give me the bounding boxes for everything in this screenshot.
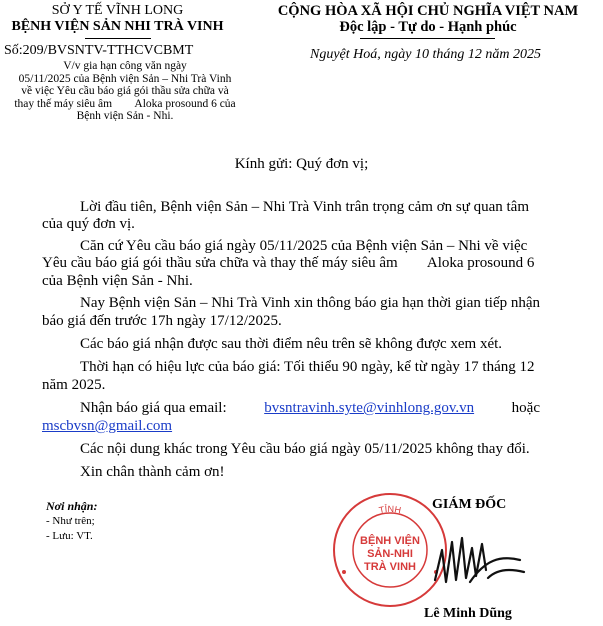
recipient-item: - Lưu: VT. bbox=[46, 530, 93, 542]
closing-thanks: Xin chân thành cảm ơn! bbox=[80, 464, 225, 480]
nation-title: CỘNG HÒA XÃ HỘI CHỦ NGHĨA VIỆT NAM bbox=[277, 3, 579, 19]
paragraph-line: Các báo giá nhận được sau thời điểm nêu trên sẽ không được xem xét. bbox=[80, 336, 503, 352]
seal-text-line: TRÀ VINH bbox=[364, 561, 416, 573]
email-link-secondary[interactable]: mscbvsn@gmail.com bbox=[42, 418, 173, 434]
signer-name: Lê Minh Dũng bbox=[424, 606, 512, 621]
department-name: SỞ Y TẾ VĨNH LONG bbox=[51, 3, 184, 18]
paragraph-line: báo giá đến trước 17h ngày 17/12/2025. bbox=[42, 313, 282, 329]
subject-line: thay thế máy siêu âm Aloka prosound 6 của bbox=[14, 97, 236, 110]
seal-top-arc-text: TỈNH bbox=[377, 503, 402, 516]
document-number: Số:209/BVSNTV-TTHCVCBMT bbox=[4, 43, 194, 58]
email-link-primary[interactable]: bvsntravinh.syte@vinhlong.gov.vn bbox=[264, 400, 475, 416]
paragraph-line: Lời đầu tiên, Bệnh viện Sản – Nhi Trà Vinh trân trọng cảm ơn sự quan tâm bbox=[80, 199, 530, 215]
recipients-title: Nơi nhận: bbox=[46, 499, 98, 513]
signature-title: GIÁM ĐỐC bbox=[432, 497, 507, 512]
paragraph-line: Các nội dung khác trong Yêu cầu báo giá ngày 05/11/2025 không thay đổi. bbox=[80, 441, 530, 457]
header-right-rule bbox=[360, 38, 495, 39]
paragraph-line: năm 2025. bbox=[42, 377, 106, 393]
paragraph-line: Yêu cầu báo giá gói thầu sửa chữa và thay thế máy siêu âm Aloka prosound 6 bbox=[42, 255, 535, 271]
paragraph-line: của Bệnh viện Sản - Nhi. bbox=[42, 273, 193, 289]
seal-text-line: SẢN-NHI bbox=[367, 548, 413, 560]
email-conjunction: hoặc bbox=[511, 400, 540, 416]
header-left-rule bbox=[85, 38, 151, 39]
paragraph-line: của quý đơn vị. bbox=[42, 216, 135, 232]
paragraph-line: Nay Bệnh viện Sản – Nhi Trà Vinh xin thông báo gia hạn thời gian tiếp nhận bbox=[80, 295, 541, 311]
document-subject bbox=[0, 60, 250, 123]
email-prefix: Nhận báo giá qua email: bbox=[80, 400, 227, 416]
place-and-date: Nguyệt Hoá, ngày 10 tháng 12 năm 2025 bbox=[310, 47, 541, 62]
subject-line: Bệnh viện Sản - Nhi. bbox=[76, 110, 174, 122]
national-motto: Độc lập - Tự do - Hạnh phúc bbox=[339, 19, 517, 35]
subject-line: 05/11/2025 của Bệnh viện Sản – Nhi Trà Vinh bbox=[18, 72, 232, 85]
recipient-item: - Như trên; bbox=[46, 515, 95, 527]
subject-line: về việc Yêu cầu báo giá gói thầu sửa chữa và bbox=[21, 85, 229, 97]
paragraph-line: Thời hạn có hiệu lực của báo giá: Tối thiểu 90 ngày, kể từ ngày 17 tháng 12 bbox=[80, 359, 535, 375]
salutation: Kính gửi: Quý đơn vị; bbox=[234, 156, 369, 172]
paragraph-line: Căn cứ Yêu cầu báo giá ngày 05/11/2025 của Bệnh viện Sản – Nhi về việc bbox=[80, 238, 528, 254]
subject-line: V/v gia hạn công văn ngày bbox=[63, 60, 187, 72]
seal-star bbox=[342, 570, 346, 574]
seal-text-line: BỆNH VIỆN bbox=[360, 535, 420, 547]
hospital-name: BỆNH VIỆN SẢN NHI TRÀ VINH bbox=[11, 19, 224, 34]
handwritten-signature bbox=[430, 520, 530, 600]
